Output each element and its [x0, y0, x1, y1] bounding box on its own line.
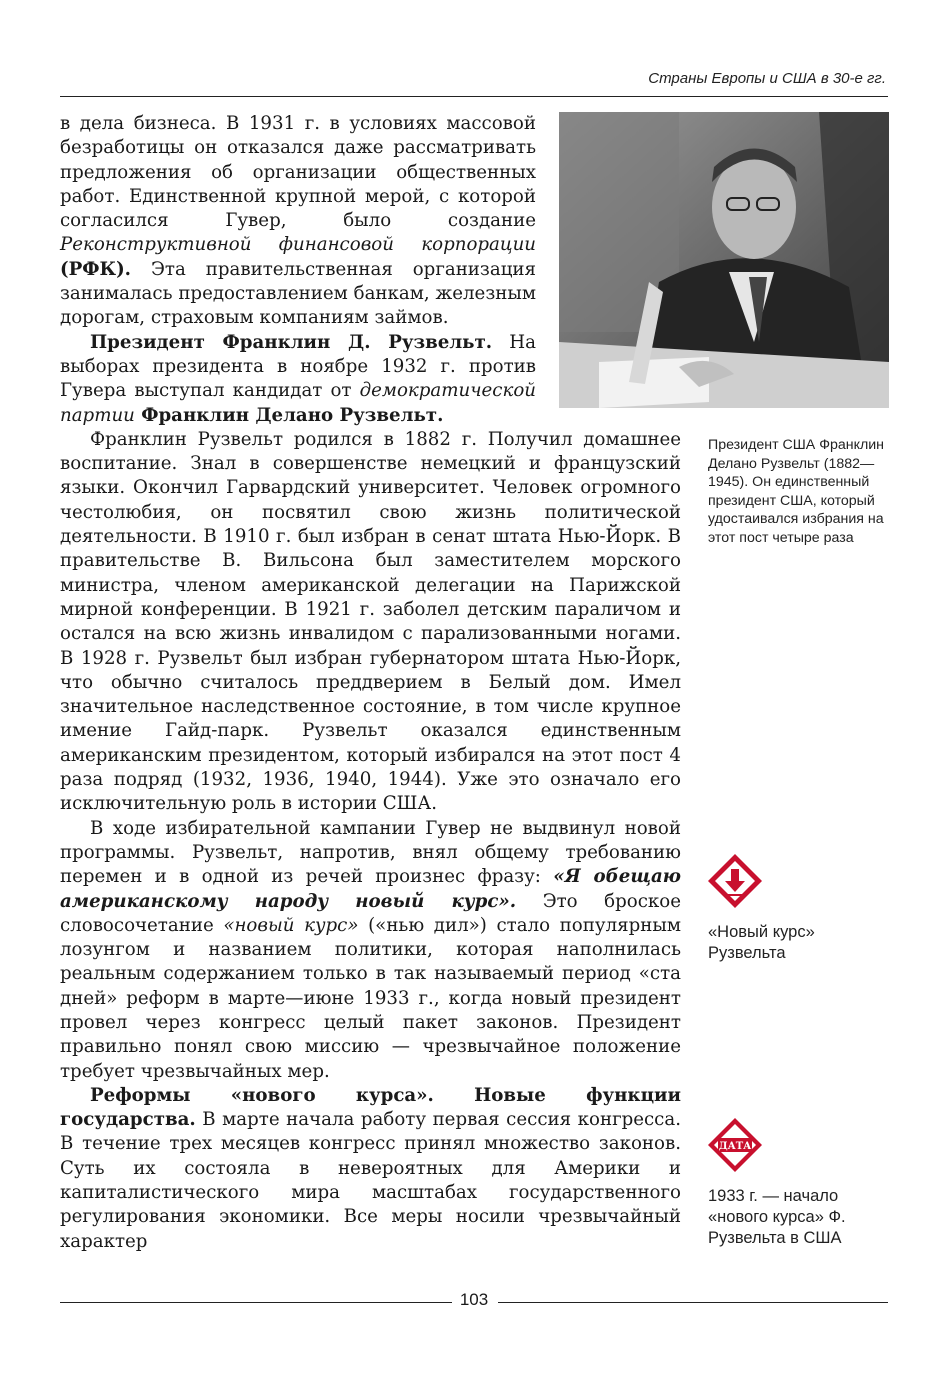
- new-deal-term: «новый курс»: [223, 914, 359, 936]
- new-deal-quote: «Я обещаю американскому народу новый курс».: [60, 866, 682, 912]
- section-heading-reforms: Реформы «нового курса». Новые функции государства.: [60, 1084, 681, 1131]
- download-diamond-icon: [706, 852, 764, 910]
- running-title: Страны Европы и США в 30-е гг.: [648, 70, 886, 87]
- paragraph-4-text: В ходе избирательной кампании Гувер не выдвинул новой программы. Рузвельт, напротив, внял общему требованию перемен и в одной из речей произнес фразу:: [60, 817, 681, 888]
- new-course-note: «Новый курс» Рузвельта: [708, 923, 815, 962]
- paragraph-2-text: На выборах президента в ноябре 1932 г. против Гувера выступал кандидат от: [60, 331, 536, 402]
- democratic-party-term: демократической партии: [60, 380, 536, 426]
- rfc-abbr: (РФК).: [60, 258, 132, 280]
- main-text: [60, 112, 681, 1254]
- photo-caption: Президент США Франклин Делано Рузвельт (1882—1945). Он единственный президент США, который удостаивался избрания на этот пост четыре раза: [708, 437, 884, 546]
- paragraph-4: [60, 817, 681, 1084]
- section-heading-roosevelt: Президент Франклин Д. Рузвельт.: [90, 331, 493, 353]
- paragraph-1-end: Эта правительственная организация занималась предоставлением банкам, железным дорогам, страховым компаниям займов.: [60, 258, 536, 329]
- date-note: 1933 г. — начало «нового курса» Ф. Рузвельта в США: [708, 1187, 846, 1247]
- rfc-term: Реконструктивной финансовой корпорации: [60, 234, 536, 256]
- footer-rule-right: [498, 1302, 888, 1303]
- roosevelt-name: Франклин Делано Рузвельт.: [134, 404, 444, 426]
- page-number: 103: [459, 1290, 489, 1309]
- paragraph-4-text-b: Это броское словосочетание: [60, 890, 681, 936]
- photo-space: [560, 112, 890, 412]
- paragraph-5: [60, 1084, 681, 1254]
- paragraph-5-text: В марте начала работу первая сессия конгресса. В течение трех месяцев конгресс принял множество законов. Суть их состояла в невероятных для Америки и капиталистического мира масштабах государственного регулирования экономики. Все меры носили чрезвычайный характер: [60, 1109, 681, 1252]
- paragraph-1-text: в дела бизнеса. В 1931 г. в условиях массовой безработицы он отказался даже рассматривать предложения об организации общественных работ. Единственной крупной мерой, с которой согласился Гувер, было создание: [60, 113, 536, 232]
- date-diamond-icon: [706, 1116, 764, 1174]
- paragraph-4-text-c: («нью дил») стало популярным лозунгом и названием политики, которая наполнилась реальным содержанием только в так называемый период «ста дней» реформ в марте—июне 1933 г., когда новый президент провел через конгресс целый пакет законов. Президент правильно понял свою миссию — чрезвычайное положение требует чрезвычайных мер.: [60, 914, 681, 1082]
- date-badge-label: ДАТА: [718, 1141, 752, 1152]
- page-footer: [60, 1290, 888, 1314]
- running-header: [60, 66, 888, 97]
- paragraph-3: Франклин Рузвельт родился в 1882 г. Получил домашнее воспитание. Знал в совершенстве немецкий и французский языки. Окончил Гарвардский университет. Человек огромного честолюбия, он посвятил свою жизнь политической деятельности. В 1910 г. был избран в сенат штата Нью-Йорк. В правительстве В. Вильсона был заместителем морского министра, членом американской делегации на Парижской мирной конференции. В 1921 г. заболел детским параличом и остался на всю жизнь инвалидом с парализованными ногами. В 1928 г. Рузвельт был избран губернатором штата Нью-Йорк, что обычно считалось преддверием в Белый дом. Имел значительное наследственное состояние, в том числе крупное имение Гайд-парк. Рузвельт оказался единственным американским президентом, который избирался на этот пост 4 раза подряд (1932, 1936, 1940, 1944). Уже это означало его исключительную роль в истории США.: [60, 428, 681, 815]
